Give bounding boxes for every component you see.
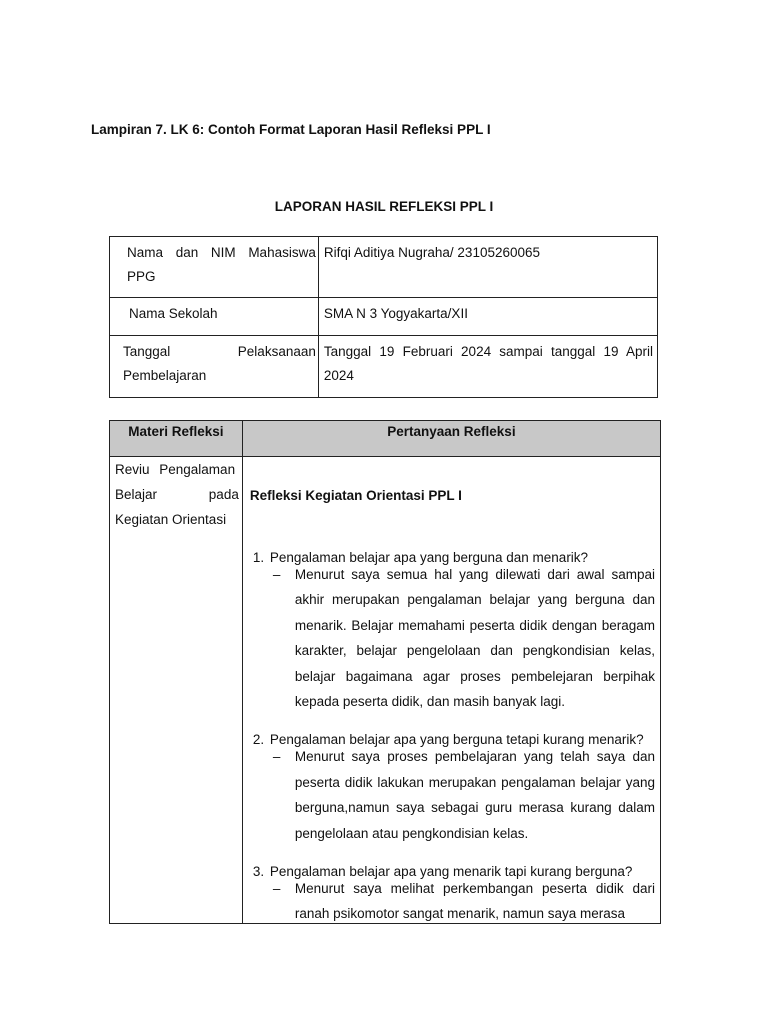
dash-bullet: –: [272, 881, 281, 897]
learning-dates: Tanggal 19 Februari 2024 sampai tanggal 19 April 2024: [323, 344, 653, 383]
table-row: [110, 336, 658, 398]
question-text: Pengalaman belajar apa yang menarik tapi kurang berguna?: [269, 864, 633, 880]
material-text: Kegiatan Orientasi: [115, 512, 227, 527]
school-label: Nama Sekolah: [129, 306, 218, 321]
dash-bullet: –: [272, 567, 281, 582]
material-header: Materi Refleksi: [110, 421, 243, 457]
date-label-cell: [110, 336, 319, 398]
label-word: Pembelajaran: [123, 368, 207, 383]
label-word: PPG: [127, 269, 156, 284]
question-list: [250, 549, 655, 923]
school-value-cell: [318, 298, 657, 336]
school-name: SMA N 3 Yogyakarta/XII: [323, 306, 468, 321]
table-header-row: [110, 421, 661, 457]
label-word: dan: [175, 245, 199, 260]
label-word: NIM: [210, 245, 236, 260]
label-word: Mahasiswa: [248, 245, 316, 260]
question-text: Pengalaman belajar apa yang berguna dan menarik?: [269, 550, 589, 565]
label-word: Tanggal: [123, 344, 171, 359]
school-label-cell: [110, 298, 319, 336]
annex-title: Lampiran 7. LK 6: Contoh Format Laporan Hasil Refleksi PPL I: [91, 122, 491, 137]
question-item: [250, 731, 655, 846]
material-line: [115, 482, 239, 507]
material-text: pada: [208, 487, 239, 502]
label-word: Pelaksanaan: [237, 344, 316, 359]
material-cell: [110, 457, 243, 924]
question-header: Pertanyaan Refleksi: [242, 421, 660, 457]
dash-bullet: –: [272, 749, 281, 765]
student-value-cell: [318, 237, 657, 298]
question-item: [250, 549, 655, 714]
reflection-table: [109, 420, 661, 924]
report-title: LAPORAN HASIL REFLEKSI PPL I: [274, 199, 494, 214]
student-label-line: [127, 241, 316, 265]
date-value-cell: [318, 336, 657, 398]
table-row: [110, 457, 661, 924]
table-row: [110, 298, 658, 336]
question-cell: [242, 457, 660, 924]
label-word: Nama: [127, 245, 164, 260]
answer-text: Menurut saya proses pembelajaran yang telah saya dan peserta didik lakukan merupakan pengalaman belajar yang berguna,namun saya sebagai guru merasa kurang dalam pengelolaan atau pengkondisian kelas.: [294, 749, 655, 841]
date-label-line: [123, 340, 316, 364]
question-item: [250, 863, 655, 923]
student-name-nim: Rifqi Aditiya Nugraha/ 23105260065: [323, 245, 541, 260]
material-text: Belajar: [115, 487, 158, 502]
question-number: 1.: [252, 550, 265, 565]
material-text: Reviu Pengalaman: [115, 462, 236, 477]
student-label-cell: [110, 237, 319, 298]
question-text: Pengalaman belajar apa yang berguna tetapi kurang menarik?: [269, 732, 644, 748]
question-number: 3.: [252, 864, 265, 880]
answer-text: Menurut saya semua hal yang dilewati dari awal sampai akhir merupakan pengalaman belajar yang berguna dan menarik. Belajar memahami peserta didik dengan beragam karakter, belajar pengelolaan dan pengkondisian kelas, belajar bagaimana agar proses pembelejaran berpihak kepada peserta didik, dan masih banyak lagi.: [294, 567, 655, 710]
material-line: [115, 457, 239, 482]
question-number: 2.: [252, 732, 265, 748]
identity-table: [109, 236, 658, 398]
section-heading: Refleksi Kegiatan Orientasi PPL I: [249, 488, 462, 503]
answer-text: Menurut saya melihat perkembangan peserta didik dari ranah psikomotor sangat menarik, namun saya merasa: [294, 881, 655, 922]
table-row: [110, 237, 658, 298]
